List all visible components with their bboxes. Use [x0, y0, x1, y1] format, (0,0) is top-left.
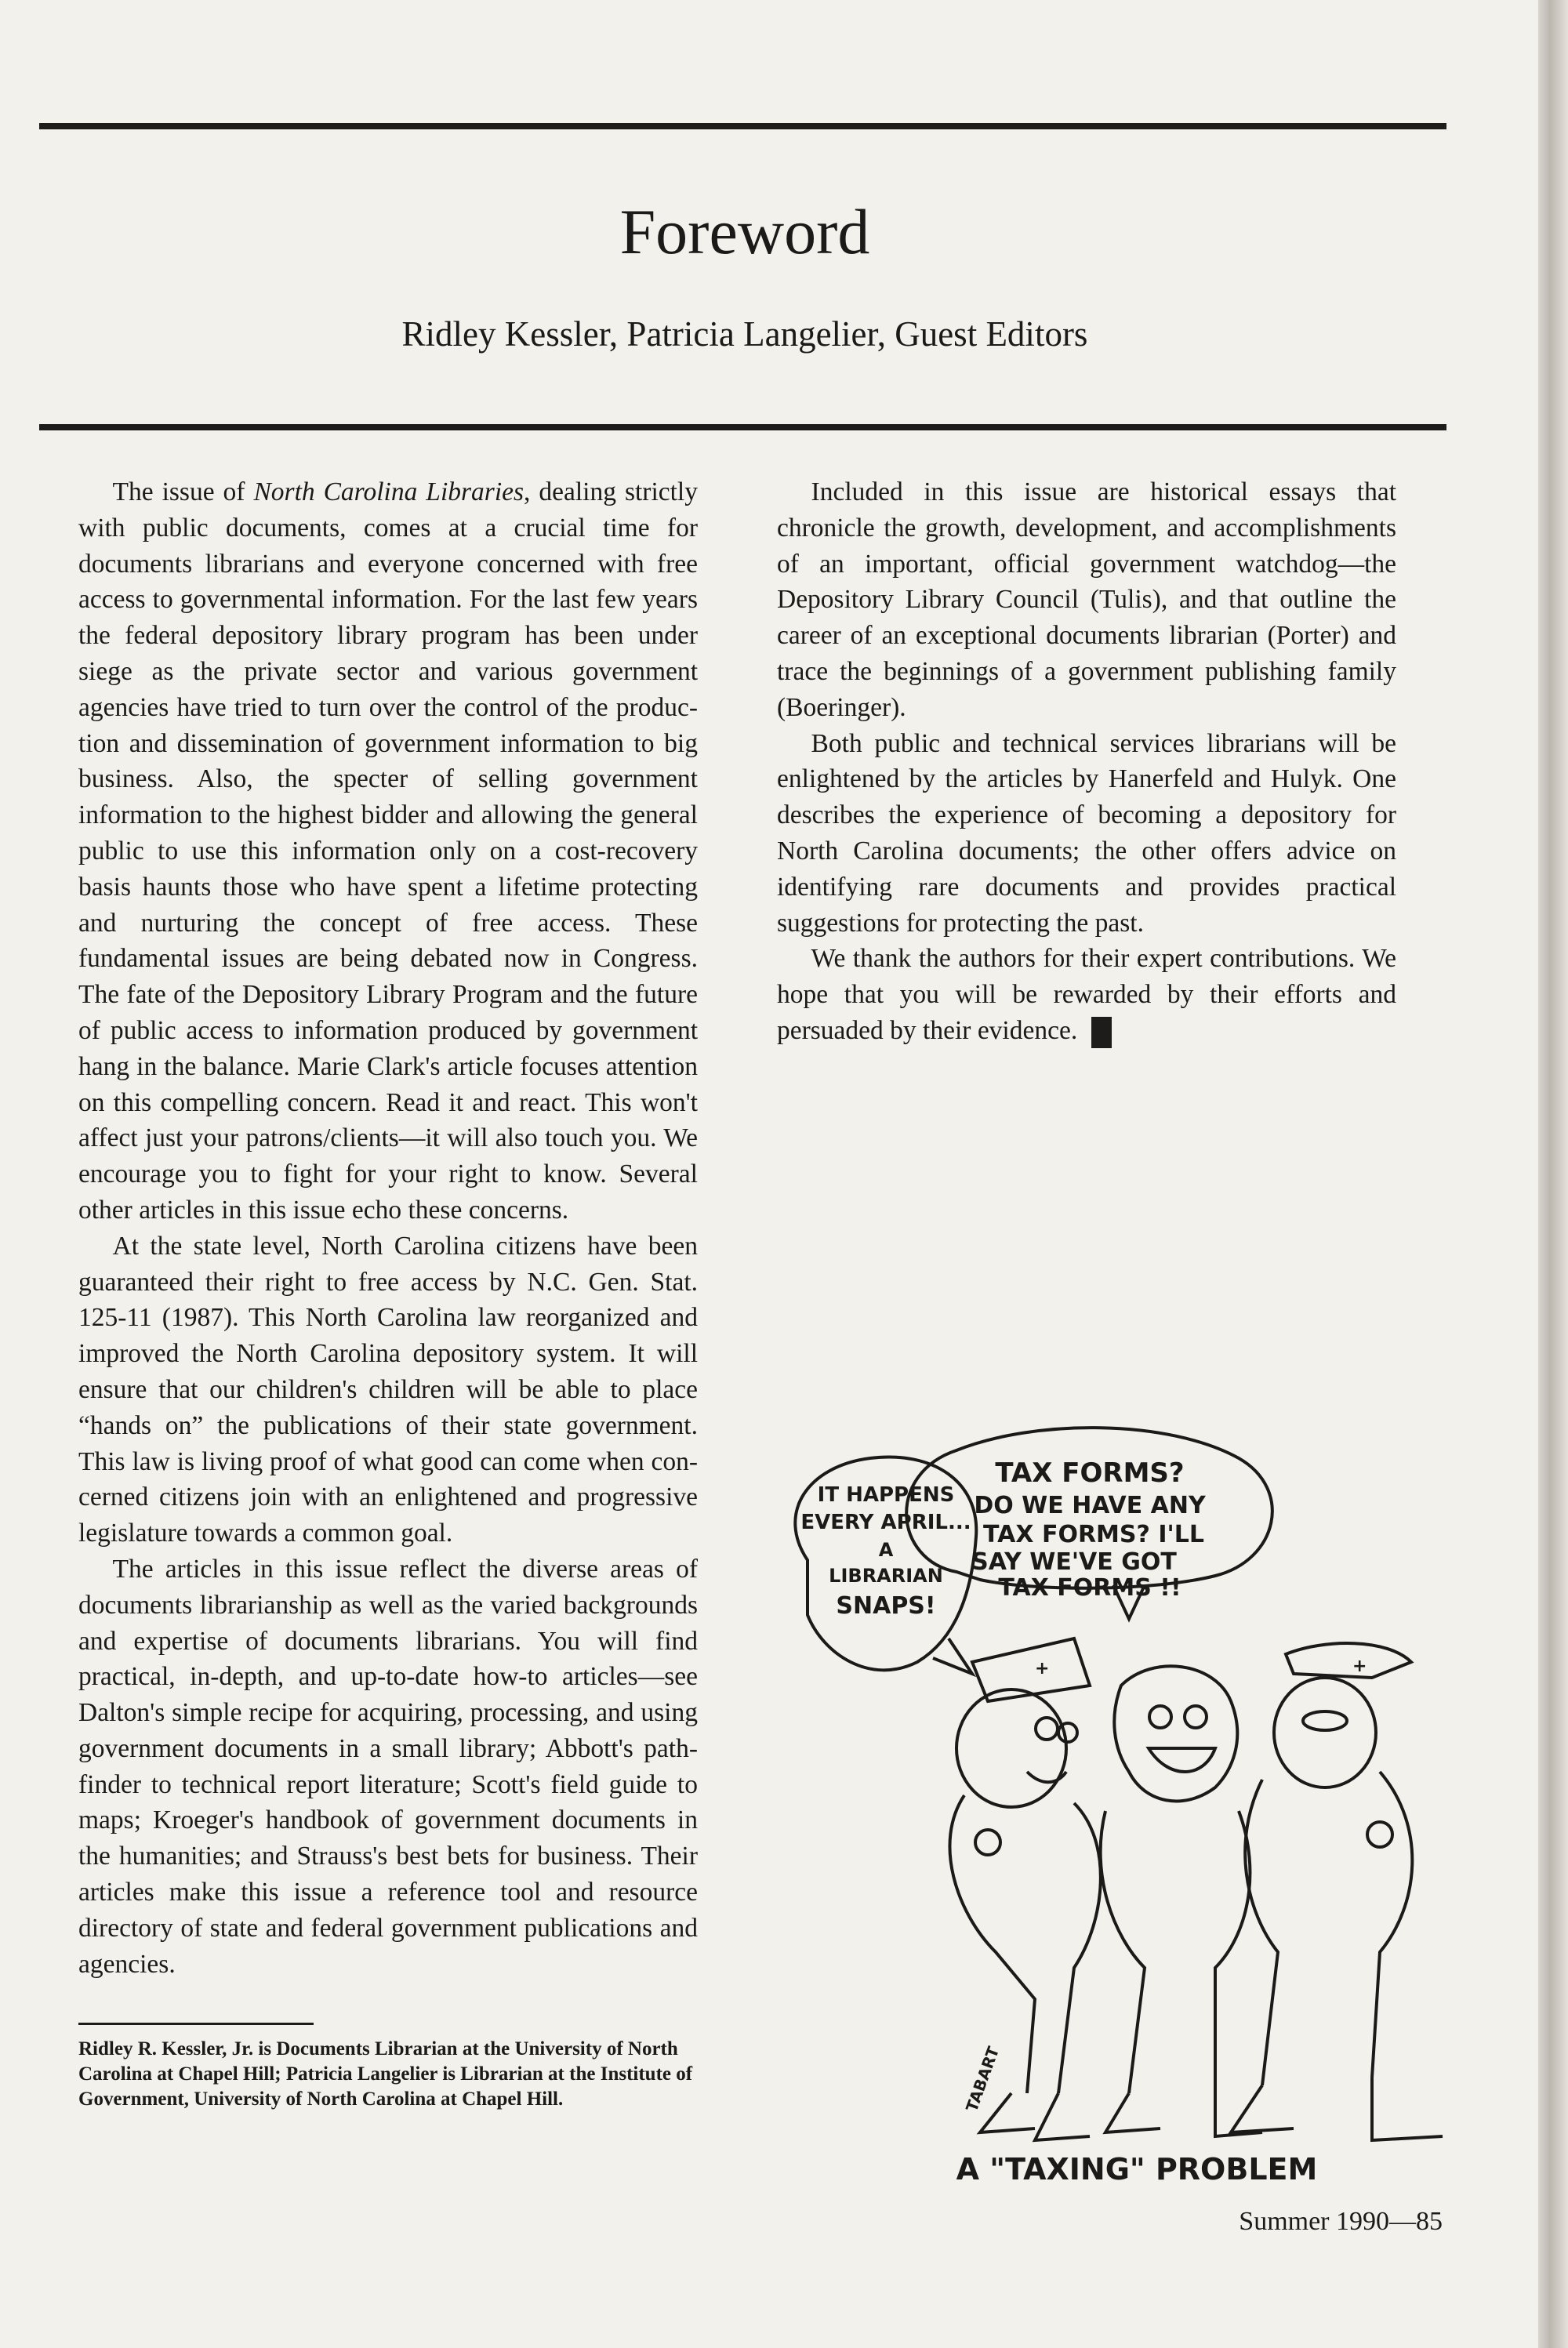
svg-text:+: + — [1352, 1657, 1367, 1676]
bubble-left-line-3: A — [878, 1539, 894, 1561]
paragraph-4: Included in this issue are historical essays that chronicle the growth, development, and accomplishments of an important, official government watchdog—the Depository Library Council (Tulis), and that outline the career of an exceptional documents librarian (Porter) and trace the beginnings of a government publishing family (Boeringer). — [777, 477, 1396, 722]
bubble-right-line-1: TAX FORMS? — [995, 1457, 1185, 1489]
cartoon-caption: A "TAXING" PROBLEM — [956, 2152, 1318, 2187]
end-mark-icon: nl — [1091, 1017, 1112, 1048]
footnote-rule — [78, 2023, 314, 2025]
paragraph-1: The issue of North Carolina Libraries, dealing strictly with public documents, comes at a crucial time for documents librarians and everyone concerned with free access to governmental information. For the last few years the federal depository library program has been under siege as the private sector and various government agencies have tried to turn over the control of the production and dissemination of government information to big business. Also, the specter of selling government information to the highest bidder and allowing the general public to use this information only on a cost-recovery basis haunts those who have spent a lifetime protecting and nurturing the concept of free access. These fundamental issues are being debated now in Congress. The fate of the Depository Library Program and the future of public access to information produced by government hang in the balance. Marie Clark's article focuses attention on this compelling concern. Read it and react. This won't affect just your patrons/clients—it will also touch you. We encourage you to fight for your right to know. Several other articles in this issue echo these concerns. — [78, 477, 698, 1225]
header-bottom-rule — [39, 424, 1446, 430]
cartoonist-signature: TABART — [962, 2044, 1004, 2114]
bubble-left-line-4: LIBRARIAN — [829, 1565, 943, 1587]
bubble-left-line-2: EVERY APRIL... — [800, 1511, 971, 1534]
page-title: Foreword — [619, 196, 870, 267]
middle-figure — [1101, 1666, 1262, 2136]
cartoon-illustration — [776, 1403, 1466, 2187]
byline: Ridley Kessler, Patricia Langelier, Guest Editors — [401, 314, 1088, 354]
bubble-right-line-2: DO WE HAVE ANY — [974, 1492, 1206, 1519]
page-folio: Summer 1990—85 — [1239, 2207, 1443, 2236]
page-edge — [1538, 0, 1568, 2348]
svg-text:+: + — [1035, 1659, 1050, 1678]
journal-title: North Carolina Libraries — [253, 477, 524, 506]
bubble-right-line-4: SAY WE'VE GOT — [971, 1548, 1177, 1576]
right-column — [777, 474, 1396, 1049]
right-figure — [1231, 1643, 1443, 2140]
bubble-left-line-1: IT HAPPENS — [817, 1483, 955, 1507]
paragraph-2: At the state level, North Carolina citizens have been guaranteed their right to free access by N.C. Gen. Stat. 125-11 (1987). This North Carolina law reorganized and improved the North Carolina depository system. It will ensure that our children's children will be able to place “hands on” the publications of their state government. This law is living proof of what good can come when concerned citizens join with an enlightened and progressive legislature towards a common goal. — [78, 1231, 698, 1548]
paragraph-3: The articles in this issue reflect the diverse areas of documents librarianship as well as the varied backgrounds and expertise of documents librarians. You will find practical, in-depth, and up-to-date how-to articles—see Dalton's simple recipe for acquiring, processing, and using government documents in a small library; Abbott's pathfinder to technical report literature; Scott's field guide to maps; Kroeger's handbook of government documents in the humanities; and Strauss's best bets for business. Their articles make this issue a reference tool and resource directory of state and federal government publications and agencies. — [78, 1554, 698, 1979]
author-footnote: Ridley R. Kessler, Jr. is Documents Librarian at the University of North Carolina at Chapel Hill; Patricia Langelier is Librarian at the Institute of Government, University of North Carolina at Chapel Hill. — [78, 2038, 693, 2110]
bubble-left-line-5: SNAPS! — [836, 1592, 936, 1620]
bubble-right-line-3: TAX FORMS? I'LL — [983, 1521, 1204, 1548]
left-figure — [949, 1639, 1100, 2140]
paragraph-5: Both public and technical services librarians will be enlightened by the articles by Hanerfeld and Hulyk. One describes the experience of becoming a depository for North Carolina documents; the other offers advice on identifying rare documents and provides practical suggestions for protecting the past. — [777, 728, 1396, 938]
top-rule — [39, 123, 1446, 129]
bubble-right-line-5: TAX FORMS !! — [998, 1574, 1181, 1602]
left-column — [78, 474, 698, 1982]
paragraph-6: We thank the authors for their expert contributions. We hope that you will be rewarded by their efforts and persuaded by their evidence. nl — [777, 941, 1396, 1048]
